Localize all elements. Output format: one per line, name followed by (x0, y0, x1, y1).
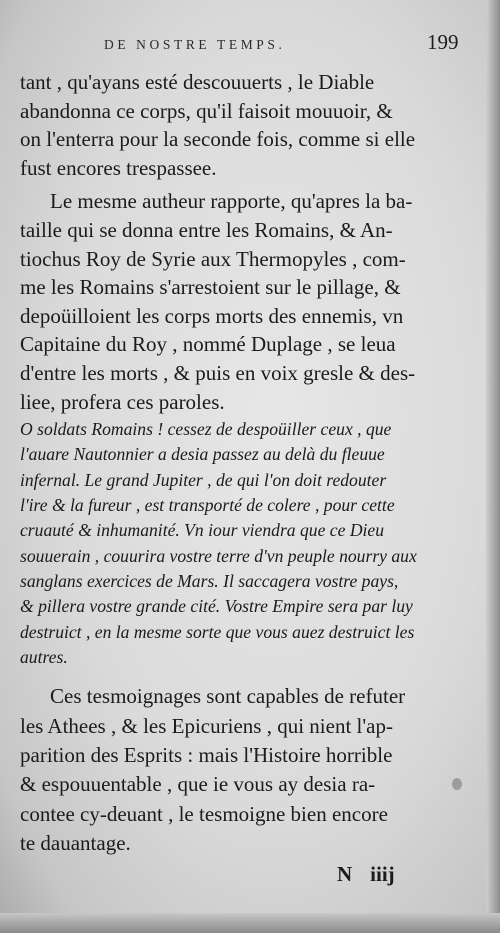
running-head: DE NOSTRE TEMPS. (104, 37, 286, 52)
text-line: & espouuentable , que ie vous ay desia ra- (20, 772, 376, 797)
page-number: 199 (427, 30, 459, 54)
page-edge-shadow (486, 0, 500, 933)
text-line: te dauantage. (20, 831, 131, 856)
signature-mark (337, 862, 395, 887)
text-line: tiochus Roy de Syrie aux Thermopyles , com- (20, 246, 406, 271)
text-line: taille qui se donna entre les Romains, & An- (20, 217, 393, 242)
paragraph-closing (20, 682, 465, 858)
signature-letter: N (337, 862, 353, 886)
quote-line: O soldats Romains ! cessez de despoüiller ceux , que (20, 419, 392, 440)
paragraph-narrative (20, 187, 465, 416)
text-line: me les Romains s'arrestoient sur le pillage, & (20, 275, 401, 300)
signature-numeral: iiij (370, 862, 395, 886)
text-line: depoüilloient les corps morts des ennemis, vn (20, 303, 404, 328)
quote-line: destruict , en la mesme sorte que vous auez destruict les (20, 621, 415, 642)
body-text (20, 68, 465, 859)
quote-line: & pillera vostre grande cité. Vostre Empire sera par luy (20, 596, 413, 617)
text-line: liee, profera ces paroles. (20, 389, 225, 414)
text-line: contee cy-deuant , le tesmoigne bien encore (20, 801, 388, 826)
quote-line: l'auare Nautonnier a desia passez au delà du fleuue (20, 444, 385, 465)
text-line: on l'enterra pour la seconde fois, comme si elle (20, 127, 416, 152)
text-line: tant , qu'ayans esté descouuerts , le Diable (20, 70, 375, 94)
page-header (0, 30, 500, 60)
quote-line: l'ire & la fureur , est transporté de colere , pour cette (20, 495, 395, 516)
quote-line: sanglans exercices de Mars. Il saccagera vostre pays, (20, 570, 399, 591)
text-line: fust encores trespassee. (20, 155, 217, 180)
quote-line: infernal. Le grand Jupiter , de qui l'on doit redouter (20, 469, 387, 490)
quote-line: autres. (20, 646, 68, 667)
text-line: abandonna ce corps, qu'il faisoit mouuoir, & (20, 98, 393, 123)
text-line: Le mesme autheur rapporte, qu'apres la ba- (50, 189, 413, 214)
quote-line: souuerain , couurira vostre terre d'vn peuple nourry aux (20, 545, 417, 566)
text-line: Capitaine du Roy , nommé Duplage , se leua (20, 332, 396, 357)
text-line: Ces tesmoignages sont capables de refuter (50, 684, 406, 709)
italic-quotation (20, 417, 465, 670)
text-line: les Athees , & les Epicuriens , qui nient l'ap- (20, 713, 393, 738)
quote-line: cruauté & inhumanité. Vn iour viendra que ce Dieu (20, 520, 385, 541)
page-bottom-shadow (0, 913, 500, 933)
paragraph-continuation (20, 68, 465, 182)
text-line: d'entre les morts , & puis en voix gresle & des- (20, 360, 416, 385)
text-line: parition des Esprits : mais l'Histoire horrible (20, 742, 393, 767)
